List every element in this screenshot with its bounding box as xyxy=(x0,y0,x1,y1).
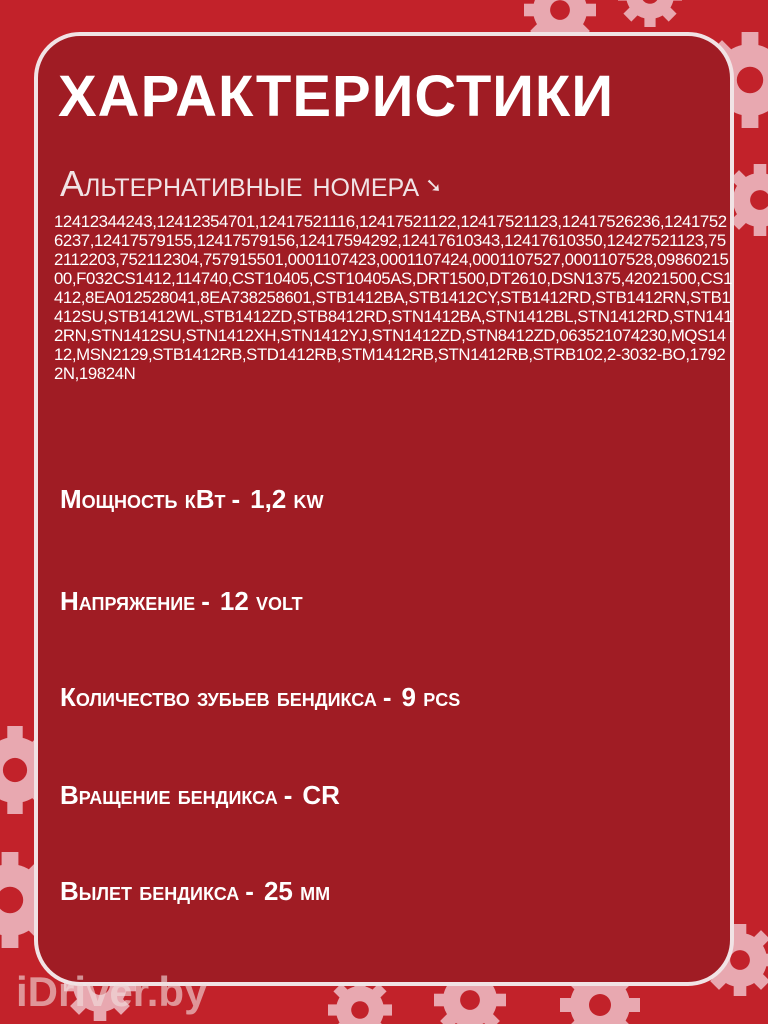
spec-label: Количество зубьев бендикса xyxy=(60,682,377,712)
specs-card xyxy=(34,32,734,986)
spec-value: CR xyxy=(302,780,340,810)
alt-numbers-list: 12412344243,12412354701,12417521116,12417521122,12417521123,12417526236,12417526237,12417579155,12417579156,12417594292,12417610343,12417610350,12427521123,752112203,752112304,757915501,0001107423,0001107424,0001107527,0001107528,0986021500,F032CS1412,114740,CST10405,CST10405AS,DRT1500,DT2610,DSN1375,42021500,CS1412,8EA012528041,8EA738258601,STB1412BA,STB1412CY,STB1412RD,STB1412RN,STB1412SU,STB1412WL,STB1412ZD,STB8412RD,STN1412BA,STN1412BL,STN1412RD,STN1412RN,STN1412SU,STN1412XH,STN1412YJ,STN1412ZD,STN8412ZD,063521074230,MQS1412,MSN2129,STB1412RB,STD1412RB,STM1412RB,STN1412RB,STRB102,2-3032-BO,17922N,19824N xyxy=(54,212,733,383)
spec-power xyxy=(60,486,324,512)
arrow-down-right-icon: ➘ xyxy=(425,175,442,198)
spec-voltage xyxy=(60,588,303,614)
spec-value: 1,2 kw xyxy=(250,484,324,514)
spec-value: 9 pcs xyxy=(401,682,461,712)
spec-offset xyxy=(60,878,330,904)
spec-separator: - xyxy=(231,484,241,514)
spec-label: Напряжение xyxy=(60,586,196,616)
spec-separator: - xyxy=(283,780,293,810)
spec-teeth xyxy=(60,684,460,710)
spec-separator: - xyxy=(382,682,392,712)
spec-value: 12 volt xyxy=(219,586,303,616)
alt-numbers-label: Альтернативные номера xyxy=(60,163,420,204)
watermark: iDriver.by xyxy=(16,968,208,1015)
page-title: ХАРАКТЕРИСТИКИ xyxy=(58,64,615,129)
spec-label: Мощность кВт xyxy=(60,484,226,514)
spec-separator: - xyxy=(201,586,210,616)
gear-icon xyxy=(618,0,682,27)
spec-rotation xyxy=(60,782,340,808)
alt-numbers-heading xyxy=(60,163,442,204)
spec-separator: - xyxy=(245,876,254,906)
spec-label: Вращение бендикса xyxy=(60,780,278,810)
spec-label: Вылет бендикса xyxy=(60,876,240,906)
spec-value: 25 мм xyxy=(263,876,331,906)
